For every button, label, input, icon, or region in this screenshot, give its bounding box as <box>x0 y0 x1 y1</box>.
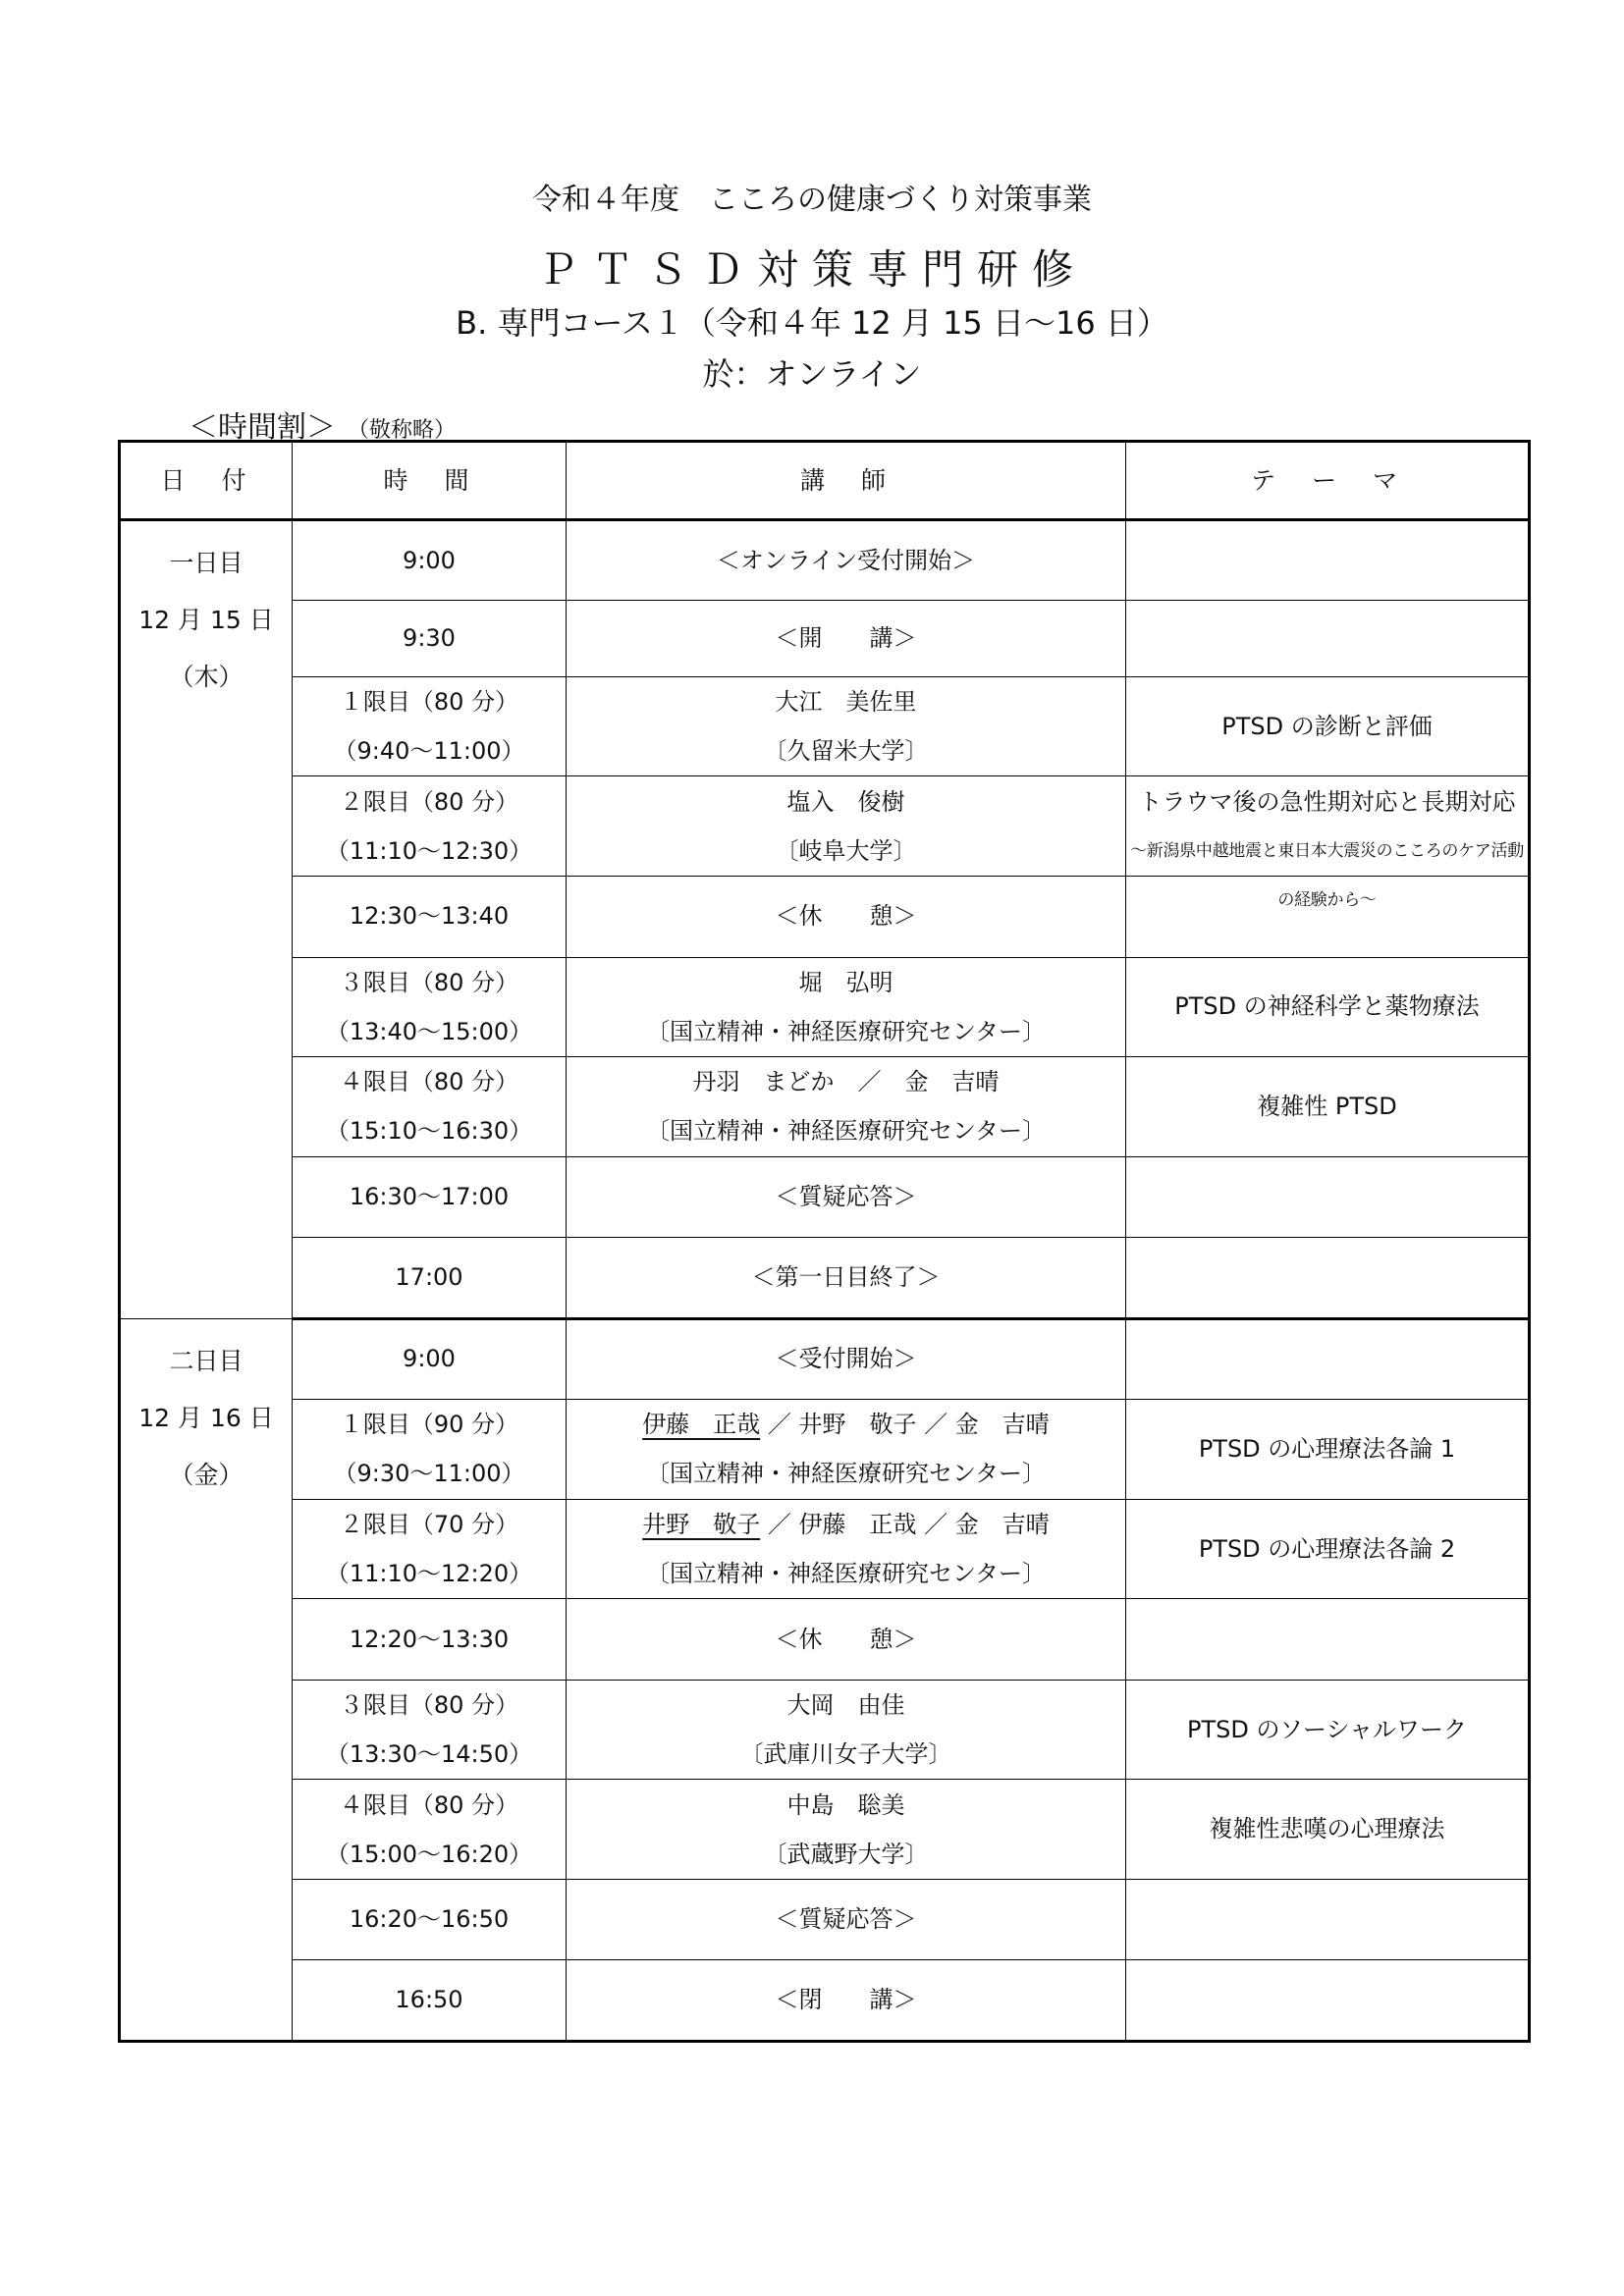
table-row <box>120 1057 1530 1157</box>
theme-cell: PTSD の診断と評価 <box>1126 676 1530 776</box>
table-row <box>120 1400 1530 1500</box>
time-cell <box>293 957 567 1057</box>
table-row <box>120 676 1530 776</box>
period-span: （15:00～16:20） <box>325 1840 533 1868</box>
time-cell: 17:00 <box>293 1238 567 1318</box>
theme-cell <box>1126 1238 1530 1318</box>
time-cell: 16:30～17:00 <box>293 1156 567 1237</box>
time-cell: 9:00 <box>293 520 567 601</box>
col-header-time: 時 間 <box>293 442 567 520</box>
lecturer-cell <box>567 1057 1126 1157</box>
lead-lecturer: 伊藤 正哉 <box>642 1411 761 1439</box>
theme-cell: PTSD の心理療法各論 1 <box>1126 1400 1530 1500</box>
co-lecturers: ／ 伊藤 正哉 ／ 金 吉晴 <box>767 1510 1050 1538</box>
table-row <box>120 1960 1530 2042</box>
lecturer-org: 〔岐阜大学〕 <box>775 836 917 865</box>
lecturer-cell <box>567 957 1126 1057</box>
table-row <box>120 1318 1530 1399</box>
lecturer-name: 塩入 俊樹 <box>786 787 905 816</box>
timetable-label: ＜時間割＞ <box>189 410 336 445</box>
theme-cell: PTSD の心理療法各論 2 <box>1126 1499 1530 1599</box>
document-title: ＰＴＳＤ対策専門研修 <box>536 245 1087 294</box>
theme-title: トラウマ後の急性期対応と長期対応 <box>1138 787 1516 816</box>
day1-cell <box>120 520 293 1319</box>
time-cell <box>293 776 567 877</box>
day1-weekday: （木） <box>169 663 244 691</box>
time-cell <box>293 1780 567 1880</box>
lecturer-org: 〔国立精神・神経医療研究センター〕 <box>645 1559 1047 1587</box>
venue: 於：オンライン <box>702 355 922 393</box>
table-row <box>120 520 1530 601</box>
lecturer-name: 丹羽 まどか ／ 金 吉晴 <box>692 1068 1000 1096</box>
theme-cell <box>1126 1318 1530 1399</box>
lecturer-org: 〔国立精神・神経医療研究センター〕 <box>645 1017 1047 1045</box>
theme-cell <box>1126 520 1530 601</box>
table-row <box>120 1238 1530 1318</box>
theme-cell: 複雑性 PTSD <box>1126 1057 1530 1157</box>
table-row <box>120 1879 1530 1959</box>
course-dates: B. 専門コース１（令和４年 12 月 15 日～16 日） <box>456 304 1168 342</box>
day2-weekday: （金） <box>169 1460 244 1489</box>
period-span: （9:40～11:00） <box>333 737 525 766</box>
table-row <box>120 1499 1530 1599</box>
period-span: （9:30～11:00） <box>333 1460 525 1488</box>
col-header-date: 日 付 <box>120 442 293 520</box>
theme-cell <box>1126 601 1530 676</box>
event-cell: ＜質疑応答＞ <box>567 1156 1126 1237</box>
period-span: （11:10～12:30） <box>325 836 533 865</box>
lecturer-name: 大江 美佐里 <box>775 688 917 717</box>
lecturer-cell <box>567 1400 1126 1500</box>
period-label: ２限目（70 分） <box>339 1510 519 1538</box>
lecturer-name: 堀 弘明 <box>798 968 893 996</box>
table-row <box>120 1599 1530 1680</box>
event-cell: ＜閉 講＞ <box>567 1960 1126 2042</box>
period-span: （15:10～16:30） <box>325 1117 533 1146</box>
table-row <box>120 776 1530 877</box>
period-span: （13:40～15:00） <box>325 1017 533 1045</box>
period-label: ２限目（80 分） <box>339 787 519 816</box>
theme-cell <box>1126 1599 1530 1680</box>
lecturer-org: 〔国立精神・神経医療研究センター〕 <box>645 1460 1047 1488</box>
col-header-theme: テ ー マ <box>1126 442 1530 520</box>
day2-date: 12 月 16 日 <box>138 1403 274 1432</box>
period-label: １限目（90 分） <box>339 1411 519 1439</box>
time-cell <box>293 676 567 776</box>
event-cell: ＜受付開始＞ <box>567 1318 1126 1399</box>
time-cell <box>293 1057 567 1157</box>
table-row <box>120 601 1530 676</box>
time-cell: 12:20～13:30 <box>293 1599 567 1680</box>
table-row <box>120 1156 1530 1237</box>
theme-cell: 複雑性悲嘆の心理療法 <box>1126 1780 1530 1880</box>
event-cell: ＜休 憩＞ <box>567 1599 1126 1680</box>
event-cell: ＜第一日目終了＞ <box>567 1238 1126 1318</box>
time-cell: 16:50 <box>293 1960 567 2042</box>
schedule-table <box>118 440 1531 2043</box>
table-row <box>120 1780 1530 1880</box>
theme-cell <box>1126 776 1530 910</box>
period-label: ４限目（80 分） <box>339 1068 519 1096</box>
time-cell <box>293 1499 567 1599</box>
lecturer-org: 〔武蔵野大学〕 <box>763 1840 929 1868</box>
day2-cell <box>120 1318 293 2041</box>
theme-cell <box>1126 1879 1530 1959</box>
lecturer-cell <box>567 1780 1126 1880</box>
table-header-row <box>120 442 1530 520</box>
event-cell: ＜質疑応答＞ <box>567 1879 1126 1959</box>
lecturer-cell <box>567 676 1126 776</box>
period-span: （13:30～14:50） <box>325 1740 533 1768</box>
lecturer-org: 〔武庫川女子大学〕 <box>739 1740 952 1768</box>
honorific-note: （敬称略） <box>348 418 457 443</box>
event-cell: ＜休 憩＞ <box>567 877 1126 957</box>
lecturer-org: 〔久留米大学〕 <box>763 737 929 766</box>
time-cell: 9:00 <box>293 1318 567 1399</box>
period-span: （11:10～12:20） <box>325 1559 533 1587</box>
table-row <box>120 957 1530 1057</box>
lecturer-cell <box>567 776 1126 877</box>
period-label: ３限目（80 分） <box>339 1691 519 1719</box>
day2-name: 二日目 <box>169 1346 244 1375</box>
lecturer-names <box>567 1500 1125 1549</box>
program-subtitle: 令和４年度 こころの健康づくり対策事業 <box>532 183 1092 217</box>
lecturer-cell <box>567 1499 1126 1599</box>
period-label: ３限目（80 分） <box>339 968 519 996</box>
time-cell <box>293 1680 567 1780</box>
lecturer-org: 〔国立精神・神経医療研究センター〕 <box>645 1117 1047 1146</box>
time-cell: 12:30～13:40 <box>293 877 567 957</box>
lecturer-names <box>567 1400 1125 1449</box>
theme-cell: PTSD のソーシャルワーク <box>1126 1680 1530 1780</box>
day1-date: 12 月 15 日 <box>138 606 274 634</box>
period-label: １限目（80 分） <box>339 688 519 717</box>
table-row <box>120 1680 1530 1780</box>
time-cell <box>293 1400 567 1500</box>
theme-cell: PTSD の神経科学と薬物療法 <box>1126 957 1530 1057</box>
lead-lecturer: 井野 敬子 <box>642 1510 761 1538</box>
event-cell: ＜開 講＞ <box>567 601 1126 676</box>
lecturer-name: 中島 聡美 <box>786 1790 905 1819</box>
theme-subtitle: ～新潟県中越地震と東日本大震災のこころのケア活動の経験から～ <box>1130 840 1524 910</box>
lecturer-cell <box>567 1680 1126 1780</box>
co-lecturers: ／ 井野 敬子 ／ 金 吉晴 <box>767 1411 1050 1439</box>
theme-cell <box>1126 1960 1530 2042</box>
theme-cell <box>1126 1156 1530 1237</box>
event-cell: ＜オンライン受付開始＞ <box>567 520 1126 601</box>
day1-name: 一日目 <box>169 549 244 577</box>
time-cell: 16:20～16:50 <box>293 1879 567 1959</box>
period-label: ４限目（80 分） <box>339 1790 519 1819</box>
col-header-lecturer: 講 師 <box>567 442 1126 520</box>
time-cell: 9:30 <box>293 601 567 676</box>
lecturer-name: 大岡 由佳 <box>786 1691 905 1719</box>
